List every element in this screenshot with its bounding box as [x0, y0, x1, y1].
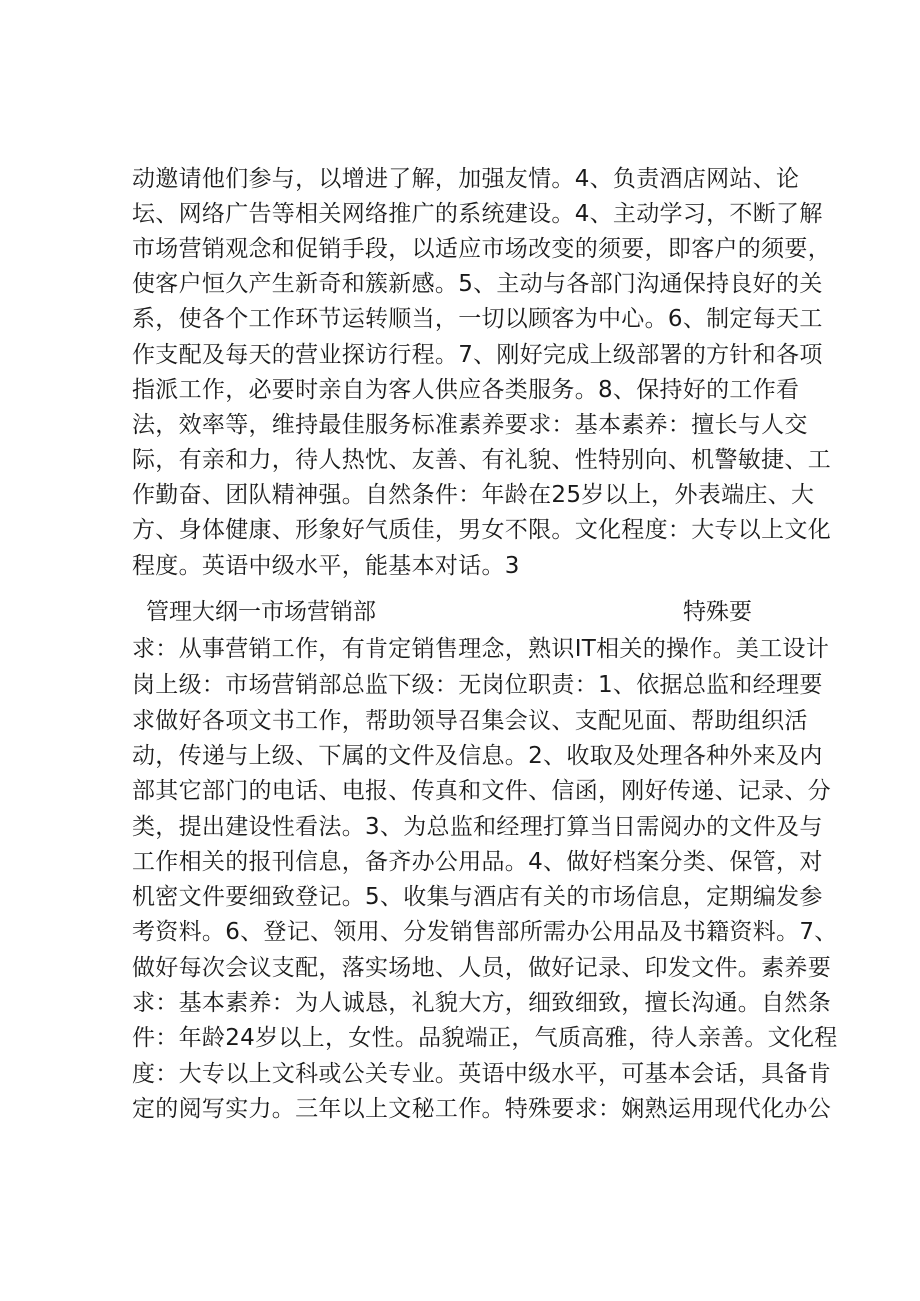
text-line: 做好每次会议支配，落实场地、人员，做好记录、印发文件。素养要 — [132, 955, 831, 981]
text-line: 指派工作，必要时亲自为客人供应各类服务。8、保持好的工作看 — [132, 377, 800, 403]
text-line: 系，使各个工作环节运转顺当，一切以顾客为中心。6、制定每天工 — [132, 306, 823, 332]
text-line: 求做好各项文书工作，帮助领导召集会议、支配见面、帮助组织活 — [132, 708, 808, 734]
text-line: 使客户恒久产生新奇和簇新感。5、主动与各部门沟通保持良好的关 — [132, 271, 823, 297]
text-line: 作支配及每天的营业探访行程。7、刚好完成上级部署的方针和各项 — [132, 342, 823, 368]
text-line: 作勤奋、团队精神强。自然条件：年龄在25岁以上，外表端庄、大 — [132, 482, 815, 508]
text-line: 件：年龄24岁以上，女性。品貌端正，气质高雅，待人亲善。文化程 — [132, 1025, 838, 1051]
text-line: 工作相关的报刊信息，备齐办公用品。4、做好档案分类、保管，对 — [132, 849, 823, 875]
text-line: 机密文件要细致登记。5、收集与酒店有关的市场信息，定期编发参 — [132, 884, 823, 910]
text-line: 程度。英语中级水平，能基本对话。3 — [132, 553, 520, 579]
text-line: 定的阅写实力。三年以上文秘工作。特殊要求：娴熟运用现代化办公 — [132, 1096, 831, 1122]
text-line: 动，传递与上级、下属的文件及信息。2、收取及处理各种外来及内 — [132, 743, 823, 769]
text-line: 际，有亲和力，待人热忱、友善、有礼貌、性特别向、机警敏捷、工 — [132, 447, 831, 473]
text-line: 部其它部门的电话、电报、传真和文件、信函，刚好传递、记录、分 — [132, 778, 831, 804]
text-line: 法，效率等，维持最佳服务标准素养要求：基本素养：擅长与人交 — [132, 412, 808, 438]
text-line: 方、身体健康、形象好气质佳，男女不限。文化程度：大专以上文化 — [132, 517, 831, 543]
section-title-tail: 特殊要 — [683, 599, 752, 625]
text-line: 市场营销观念和促销手段，以适应市场改变的须要，即客户的须要， — [132, 236, 831, 262]
text-line: 求：从事营销工作，有肯定销售理念，熟识IT相关的操作。美工设计 — [132, 636, 830, 662]
text-line: 动邀请他们参与，以增进了解，加强友情。4、负责酒店网站、论 — [132, 166, 800, 192]
text-line: 度：大专以上文科或公关专业。英语中级水平，可基本会话，具备肯 — [132, 1061, 831, 1087]
section-title: 管理大纲一市场营销部 — [146, 599, 376, 625]
text-line: 岗上级：市场营销部总监下级：无岗位职责：1、依据总监和经理要 — [132, 672, 823, 698]
text-line: 类，提出建设性看法。3、为总监和经理打算当日需阅办的文件及与 — [132, 814, 823, 840]
text-line: 考资料。6、登记、领用、分发销售部所需办公用品及书籍资料。7、 — [132, 919, 838, 945]
text-line: 坛、网络广告等相关网络推广的系统建设。4、主动学习，不断了解 — [132, 201, 823, 227]
text-line: 求：基本素养：为人诚恳，礼貌大方，细致细致，擅长沟通。自然条 — [132, 990, 831, 1016]
